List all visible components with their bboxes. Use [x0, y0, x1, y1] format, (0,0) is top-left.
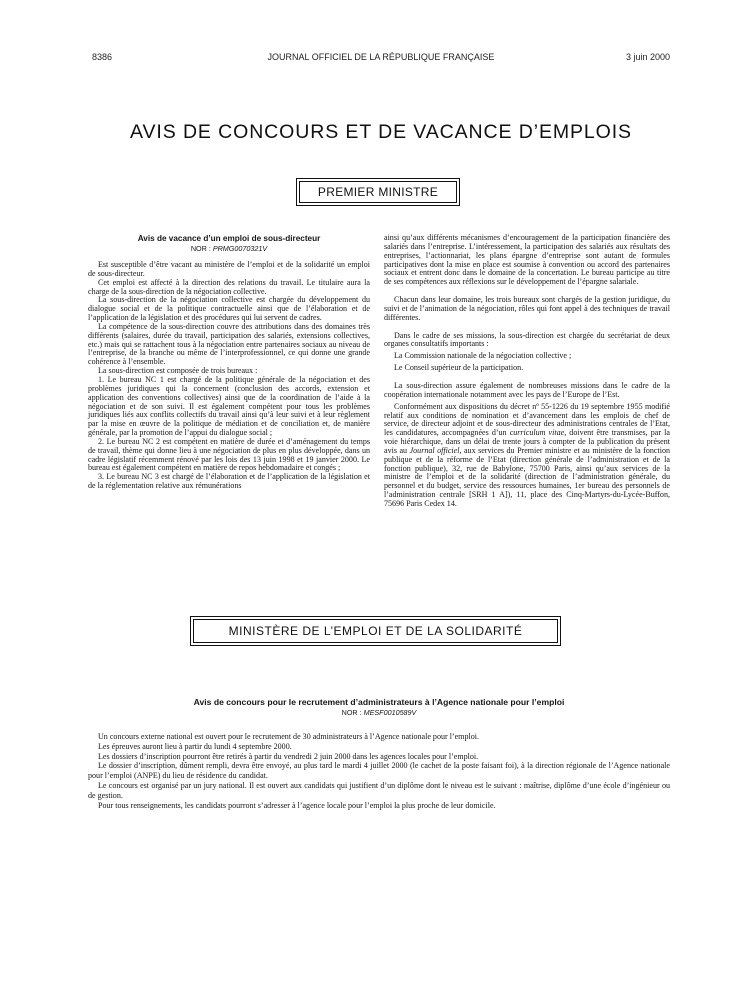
paragraph: Le concours est organisé par un jury national. Il est ouvert aux candidats qui justifient d’un diplôme dont le niveau est le suivant : maîtrise, diplôme d’une école d’ingénieur ou de gestion.	[88, 780, 670, 800]
paragraph	[384, 403, 670, 509]
paragraph: 2. Le bureau NC 2 est compétent en matière de durée et d’aménagement du temps de travail, thème qui donne lieu à une négociation de plus en plus développée, dans un cadre législatif récemment rénové par les lois des 13 juin 1998 et 19 janvier 2000. Le bureau est également compétent en matière de repos hebdomadaire et congés ;	[88, 436, 370, 473]
page-number: 8386	[92, 52, 113, 62]
paragraph: La sous-direction est composée de trois bureaux :	[98, 366, 258, 376]
list-item: Le Conseil supérieur de la participation.	[394, 363, 524, 373]
section-heading-ministere-emploi: MINISTÈRE DE L’EMPLOI ET DE LA SOLIDARITÉ	[193, 619, 558, 643]
paragraph: Dans le cadre de ses missions, la sous-direction est chargée du secrétariat de deux organes consultatifs importants :	[384, 330, 670, 349]
paragraph: Le dossier d’inscription, dûment rempli, devra être envoyé, au plus tard le mardi 4 juillet 2000 (le cachet de la poste faisant foi), à la direction régionale de l’Agence nationale pour l’emploi (ANPE) du lieu de résidence du candidat.	[88, 761, 670, 781]
journal-name: JOURNAL OFFICIEL DE LA RÉPUBLIQUE FRANÇAISE	[267, 52, 495, 62]
italic-term: curriculum vitae	[509, 428, 565, 438]
article-title: Avis de concours pour le recrutement d’administrateurs à l’Agence nationale pour l’emploi	[193, 697, 565, 707]
nor-label: NOR :	[190, 244, 211, 253]
paragraph: Chacun dans leur domaine, les trois bureaux sont chargés de la gestion juridique, du suivi et de l’animation de la négociation, rôles qui font appel à des techniques de travail différentes.	[384, 295, 670, 322]
paragraph: 3. Le bureau NC 3 est chargé de l’élaboration et de l’application de la législation et de la réglementation relative aux rémunérations	[88, 472, 370, 491]
section-heading-premier-ministre: PREMIER MINISTRE	[299, 181, 457, 203]
paragraph: La compétence de la sous-direction couvre des attributions dans des domaines très différents (salaires, durée du travail, participation des salariés, extensions collectives, etc.) mais qui se rattachent tous à la négociation entre partenaires sociaux au niveau de l’entreprise, de la branche ou même de l’interprofessionnel, ce qui donne une grande cohérence à l’ensemble.	[88, 321, 370, 367]
paragraph: Pour tous renseignements, les candidats pourront s’adresser à l’agence locale pour l’emploi la plus proche de leur domicile.	[98, 800, 496, 810]
text-run: , doivent être transmises, par la voie hiérarchique, dans un délai de trente jours à compter de la publication du présent avis au	[384, 428, 670, 455]
page-title: AVIS DE CONCOURS ET DE VACANCE D’EMPLOIS	[130, 121, 632, 143]
article-title: Avis de vacance d’un emploi de sous-directeur	[137, 234, 321, 243]
list-item: La Commission nationale de la négociation collective ;	[394, 351, 572, 361]
paragraph: Cet emploi est affecté à la direction des relations du travail. Le titulaire aura la charge de la sous-direction de la négociation collective.	[88, 277, 370, 296]
paragraph: La sous-direction assure également de nombreuses missions dans le cadre de la coopération internationale notamment avec les pays de l’Europe de l’Est.	[384, 380, 670, 399]
issue-date: 3 juin 2000	[625, 52, 670, 62]
italic-term: Journal officiel	[409, 445, 460, 455]
nor-reference	[88, 708, 670, 718]
article-concours	[88, 697, 670, 810]
paragraph: La sous-direction de la négociation collective est chargée du développement du dialogue social et de la politique contractuelle ainsi que de l’élaboration et de l’application de la législation et des procédures qui lui servent de cadres.	[88, 295, 370, 323]
nor-code: PRMG0070321V	[212, 244, 268, 253]
nor-code: MESF0010589V	[363, 708, 417, 717]
nor-reference	[88, 244, 370, 254]
paragraph: Un concours externe national est ouvert pour le recrutement de 30 administrateurs à l’Agence nationale pour l’emploi.	[98, 732, 479, 741]
article-column-right	[384, 234, 670, 509]
paragraph: Les dossiers d’inscription pourront être retirés à partir du vendredi 2 juin 2000 dans les agences locales pour l’emploi.	[98, 751, 479, 761]
text-run: , aux services du Premier ministre et au ministère de la fonction publique et de la réforme de l’Etat (direction générale de l’administration et de la fonction publique), 32, rue de Babylone, 75700 Paris, ainsi qu’aux services de la ministre de l’emploi et de la solidarité (direction de l’administration générale, du personnel et du budget, service des ressources humaines, 1er bureau des personnels de l’administration centrale [SRH 1 A]), 11, place des Cinq-Martyrs-du-Lycée-Buffon, 75696 Paris Cedex 14.	[384, 445, 671, 508]
paragraph: Est susceptible d’être vacant au ministère de l’emploi et de la solidarité un emploi de sous-directeur.	[88, 260, 370, 278]
running-header	[92, 52, 670, 64]
paragraph: Les épreuves auront lieu à partir du lundi 4 septembre 2000.	[98, 741, 292, 751]
paragraph: 1. Le bureau NC 1 est chargé de la politique générale de la négociation et des problèmes juridiques qui la concernent (conclusion des accords, extension et application des conventions collectives) ainsi que de la coordination de l’aide à la négociation et de son suivi. Il est également compétent pour tous les problèmes juridiques liés aux conflits collectifs du travail ainsi qu’à leur suivi et à leur règlement par la mise en œuvre de la politique de médiation et de conciliation et, de manière générale, par la promotion de l’appui du dialogue social ;	[88, 374, 370, 438]
article-column-left	[88, 234, 370, 491]
nor-label: NOR :	[341, 708, 362, 717]
paragraph: ainsi qu’aux différents mécanismes d’encouragement de la participation financière des salariés dans l’entreprise. L’intéressement, la participation des salariés aux résultats des entreprises, l’actionnariat, les plans épargne d’entreprise sont autant de formules participatives dont la mise en place est soumise à convention ou accord des partenaires sociaux et entrent donc dans le domaine de la concertation. Le bureau participe au titre de ses compétences aux réflexions sur le développement de l’épargne salariale.	[384, 233, 670, 287]
text-run: Conformément aux dispositions du décret nº 55-1226 du 19 septembre 1955 modifié relatif aux conditions de nomination et d’avancement dans les emplois de chef de service, de directeur adjoint et de sous-directeur des administrations centrales de l’Etat, les candidatures, accompagnées d’un	[384, 401, 670, 438]
